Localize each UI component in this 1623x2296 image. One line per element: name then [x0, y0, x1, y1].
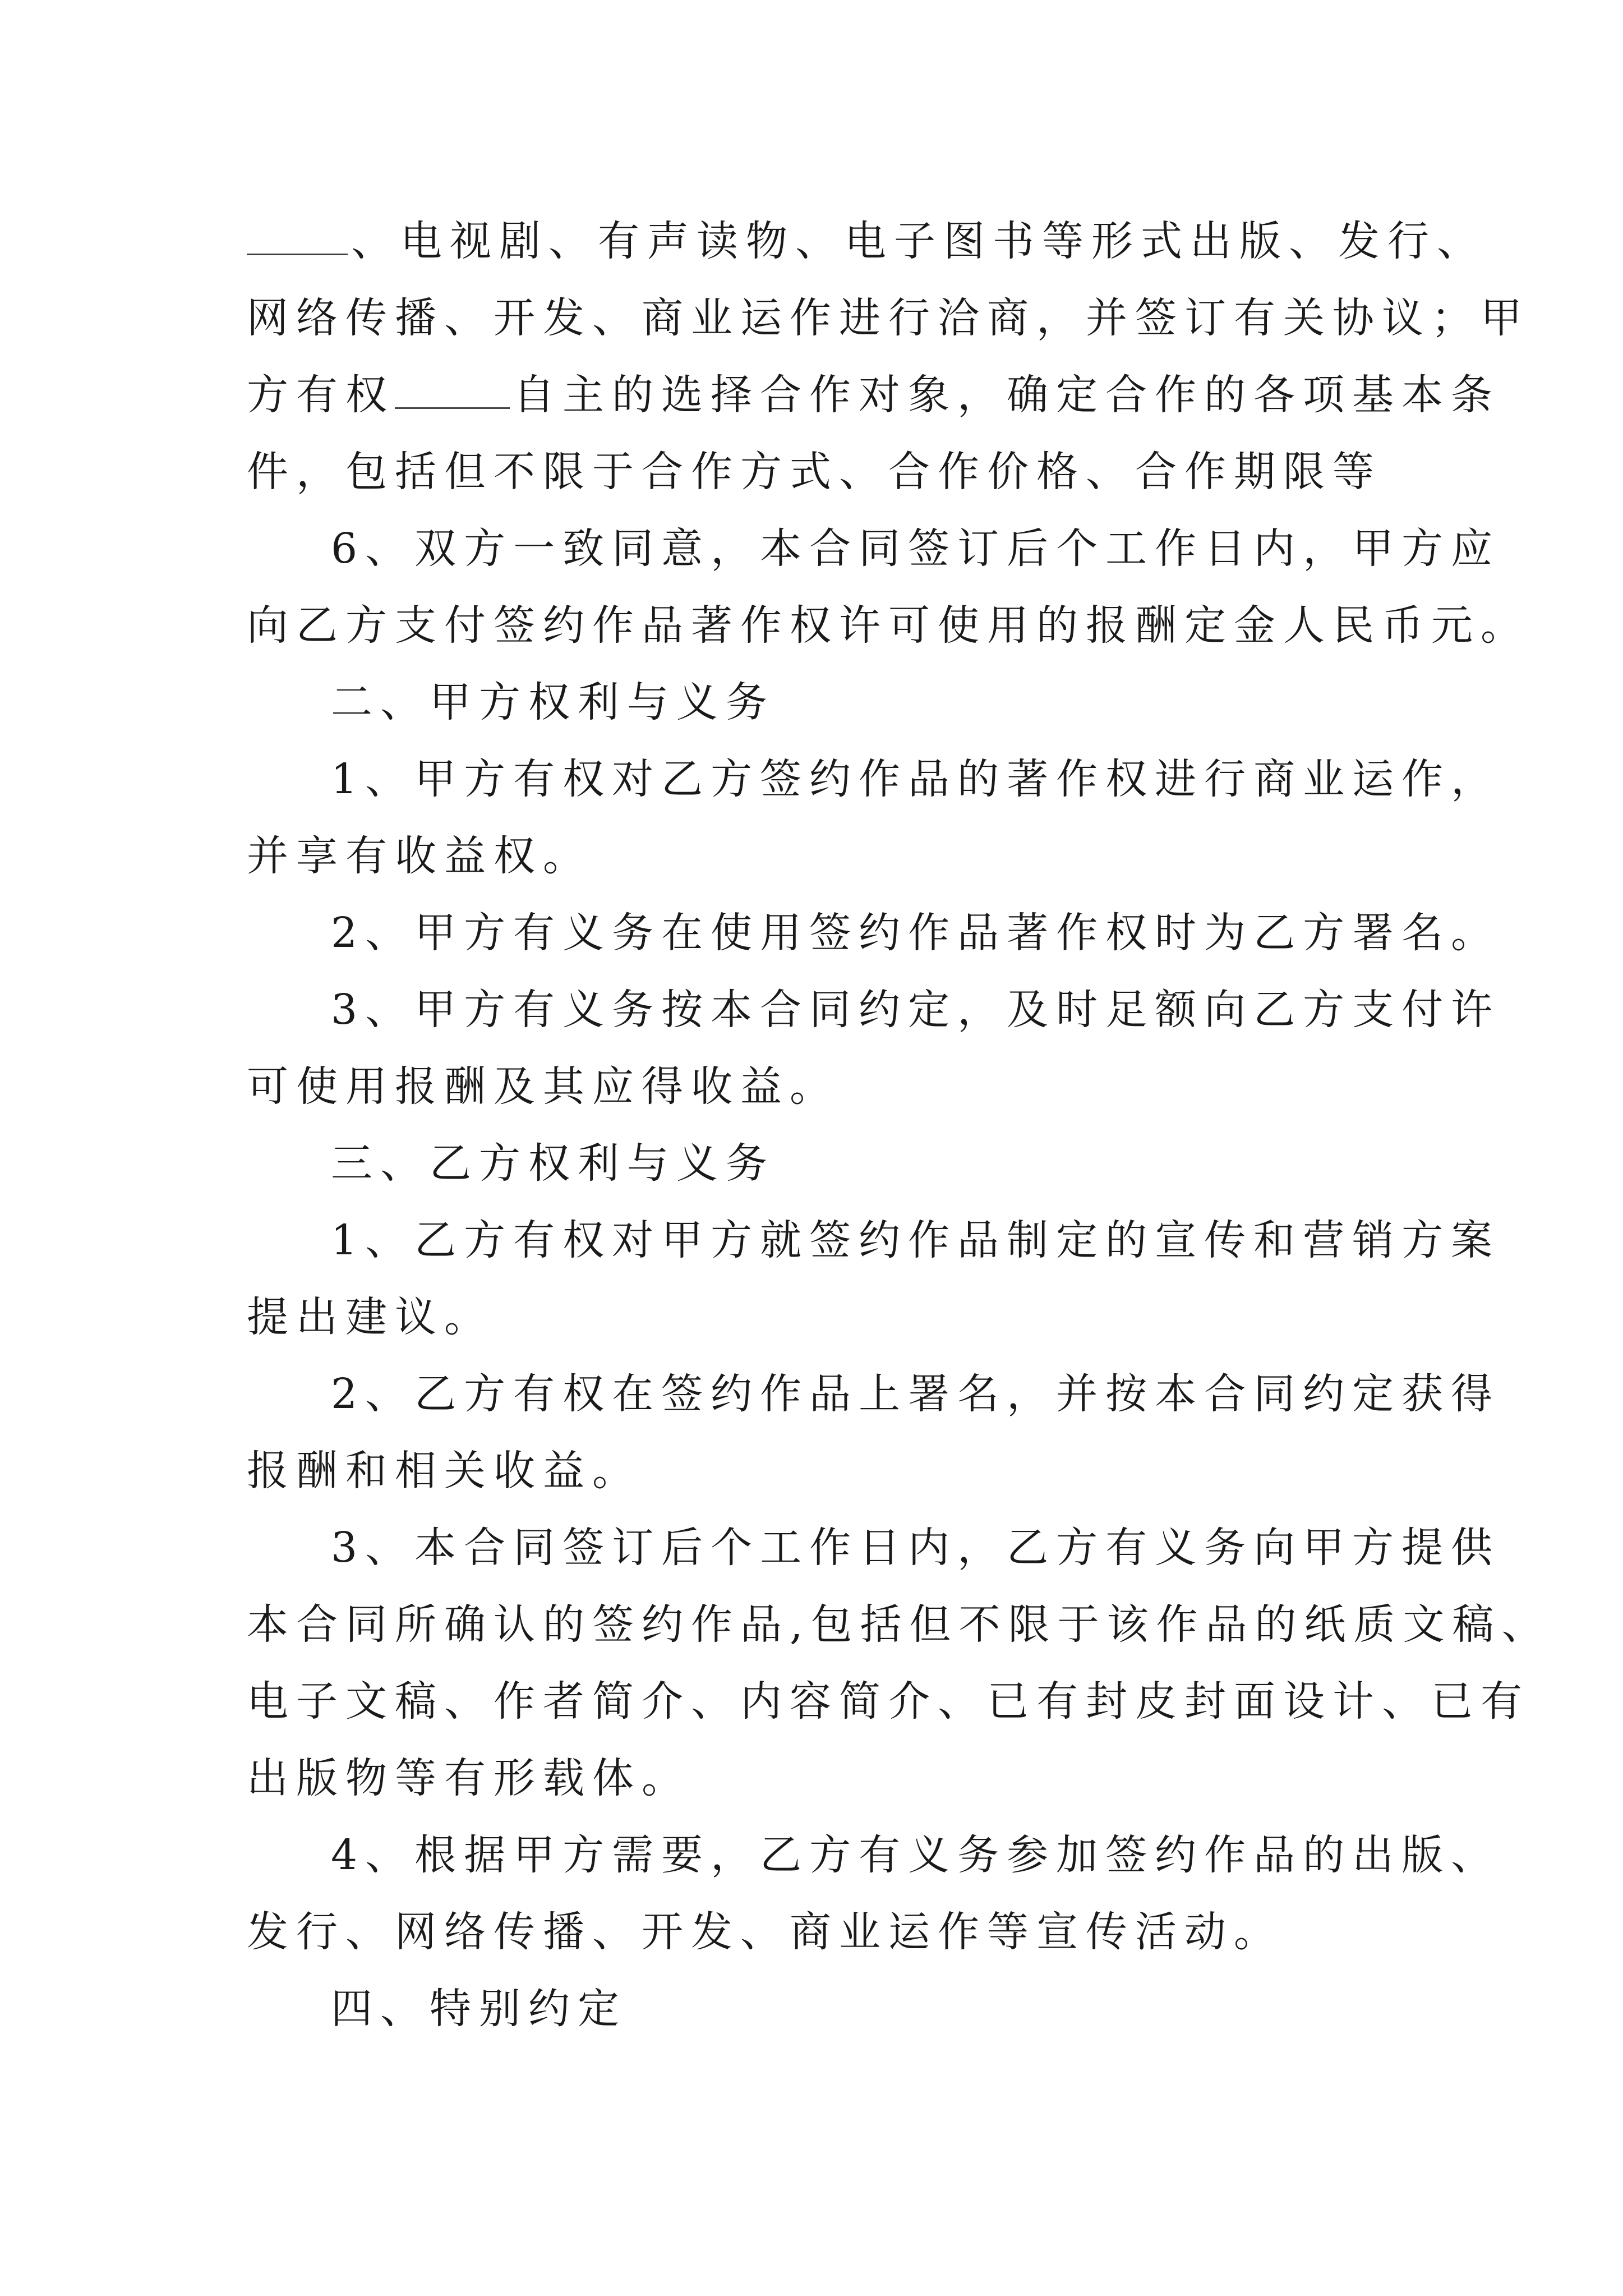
clause-2-2: 2、甲方有义务在使用签约作品著作权时为乙方署名。: [331, 909, 1501, 957]
text-line: 、电视剧、有声读物、电子图书等形式出版、发行、: [247, 203, 1385, 280]
text-line: 发行、网络传播、开发、商业运作等宣传活动。: [247, 1908, 1283, 1956]
text-line: 方有权 自主的选择合作对象，确定合作的各项基本条: [247, 357, 1385, 434]
text-line: 报酬和相关收益。: [247, 1447, 642, 1495]
text-line: 并享有收益权。: [247, 832, 592, 880]
text-line: 可使用报酬及其应得收益。: [247, 1062, 839, 1111]
clause-2-3: 3、甲方有义务按本合同约定，及时足额向乙方支付许: [331, 986, 1501, 1034]
text-line: 件，包括但不限于合作方式、合作价格、合作期限等: [247, 448, 1382, 496]
text-line: 本合同所确认的签约作品,包括但不限于该作品的纸质文稿、: [247, 1600, 1551, 1649]
section-heading-3: 三、乙方权利与义务: [331, 1139, 775, 1188]
clause-3-4: 4、根据甲方需要，乙方有义务参加签约作品的出版、: [331, 1831, 1501, 1879]
clause-3-1: 1、乙方有权对甲方就签约作品制定的宣传和营销方案: [331, 1216, 1501, 1264]
text-line: 出版物等有形载体。: [247, 1754, 691, 1802]
text-line: 向乙方支付签约作品著作权许可使用的报酬定金人民币元。: [247, 601, 1530, 650]
clause-2-1: 1、甲方有权对乙方签约作品的著作权进行商业运作，: [331, 755, 1501, 803]
section-heading-4: 四、特别约定: [331, 1985, 627, 2033]
clause-3-2: 2、乙方有权在签约作品上署名，并按本合同约定获得: [331, 1370, 1501, 1418]
text-line: 网络传播、开发、商业运作进行洽商，并签订有关协议；甲: [247, 294, 1530, 342]
section-heading-2: 二、甲方权利与义务: [331, 678, 775, 726]
clause-3-3: 3、本合同签订后个工作日内，乙方有义务向甲方提供: [331, 1524, 1501, 1572]
clause-6: 6、双方一致同意，本合同签订后个工作日内，甲方应: [331, 524, 1501, 573]
text-line: 提出建议。: [247, 1293, 494, 1341]
text-line: 电子文稿、作者简介、内容简介、已有封皮封面设计、已有: [247, 1677, 1530, 1726]
fill-in-blank: [395, 368, 510, 409]
contract-body: [247, 203, 1551, 2047]
fill-in-blank: [247, 214, 348, 255]
